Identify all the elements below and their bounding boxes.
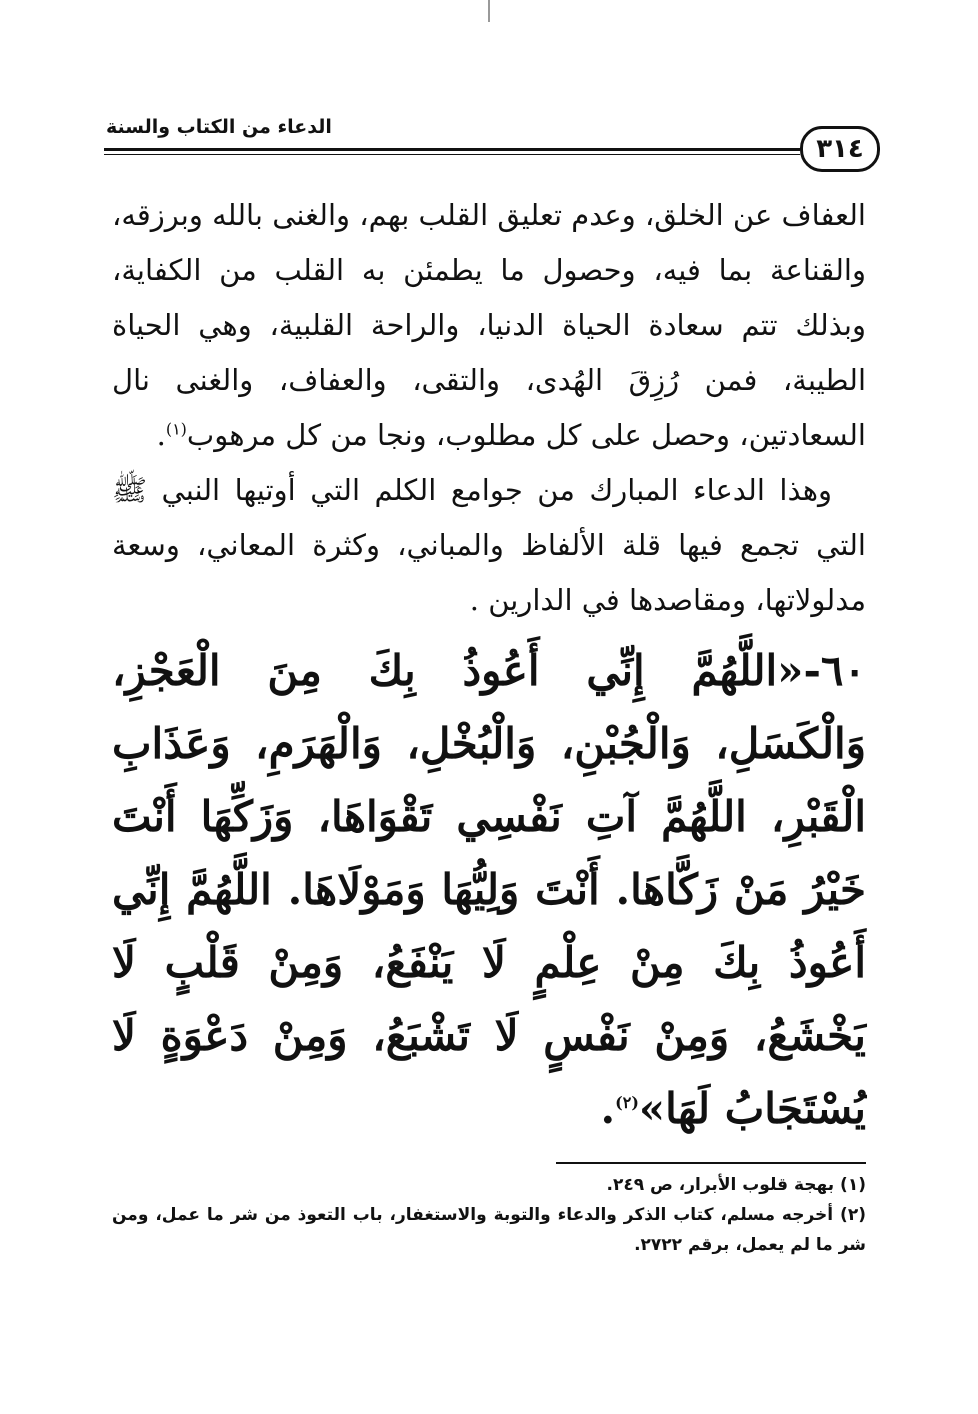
paragraph-1-end: . xyxy=(156,418,166,452)
hadith-number: ٦٠- xyxy=(803,646,866,695)
footnote-ref-1: (١) xyxy=(165,419,187,439)
footnote-2 xyxy=(112,1200,866,1260)
hadith-text: «اللَّهُمَّ إِنِّي أَعُوذُ بِكَ مِنَ الْعَجْزِ، وَالْكَسَلِ، وَالْجُبْنِ، وَالْبُخْلِ، وَالْهَرَمِ، وَعَذَابِ الْقَبْرِ، اللَّهُمَّ آتِ نَفْسِي تَقْوَاهَا، وَزَكِّهَا أَنْتَ خَيْرُ مَنْ زَكَّاهَا. أَنْتَ وَلِيُّهَا وَمَوْلَاهَا. اللَّهُمَّ إِنِّي أَعُوذُ بِكَ مِنْ عِلْمٍ لَا يَنْفَعُ، وَمِنْ قَلْبٍ لَا يَخْشَعُ، وَمِنْ نَفْسٍ لَا تَشْبَعُ، وَمِنْ دَعْوَةٍ لَا يُسْتَجَابُ لَهَا» xyxy=(112,646,866,1133)
header-rule-thin xyxy=(104,154,800,155)
footnote-rule xyxy=(556,1162,866,1164)
page-number: ٣١٤ xyxy=(800,126,880,172)
paragraph-1 xyxy=(112,188,866,463)
page-header xyxy=(100,108,880,178)
main-text xyxy=(112,188,866,1145)
footnote-1-marker: (١) xyxy=(840,1175,866,1195)
hadith-60 xyxy=(112,634,866,1145)
header-rule xyxy=(104,148,800,151)
footnote-2-text: أخرجه مسلم، كتاب الذكر والدعاء والتوبة والاستغفار، باب التعوذ من شر ما عمل، ومن شر ما لم يعمل، برقم ٢٧٢٢. xyxy=(112,1205,866,1255)
footnote-ref-2: (٢) xyxy=(615,1093,639,1112)
footnotes xyxy=(112,1162,866,1260)
top-crop-mark xyxy=(0,0,978,2)
footnote-1 xyxy=(112,1170,866,1200)
hadith-end: . xyxy=(600,1084,616,1133)
footnote-1-text: بهجة قلوب الأبرار، ص ٢٤٩. xyxy=(606,1175,835,1195)
footnote-2-marker: (٢) xyxy=(840,1205,866,1225)
paragraph-2: وهذا الدعاء المبارك من جوامع الكلم التي أوتيها النبي ﷺ التي تجمع فيها قلة الألفاظ والمباني، وكثرة المعاني، وسعة مدلولاتها، ومقاصدها في الدارين . xyxy=(112,473,866,617)
paragraph-1-text: العفاف عن الخلق، وعدم تعليق القلب بهم، والغنى بالله وبرزقه، والقناعة بما فيه، وحصول ما يطمئن به القلب من الكفاية، وبذلك تتم سعادة الحياة الدنيا، والراحة القلبية، وهي الحياة الطيبة، فمن رُزِقَ الهُدى، والتقى، والعفاف، والغنى نال السعادتين، وحصل على كل مطلوب، ونجا من كل مرهوب xyxy=(112,198,866,452)
running-title: الدعاء من الكتاب والسنة xyxy=(106,116,332,138)
